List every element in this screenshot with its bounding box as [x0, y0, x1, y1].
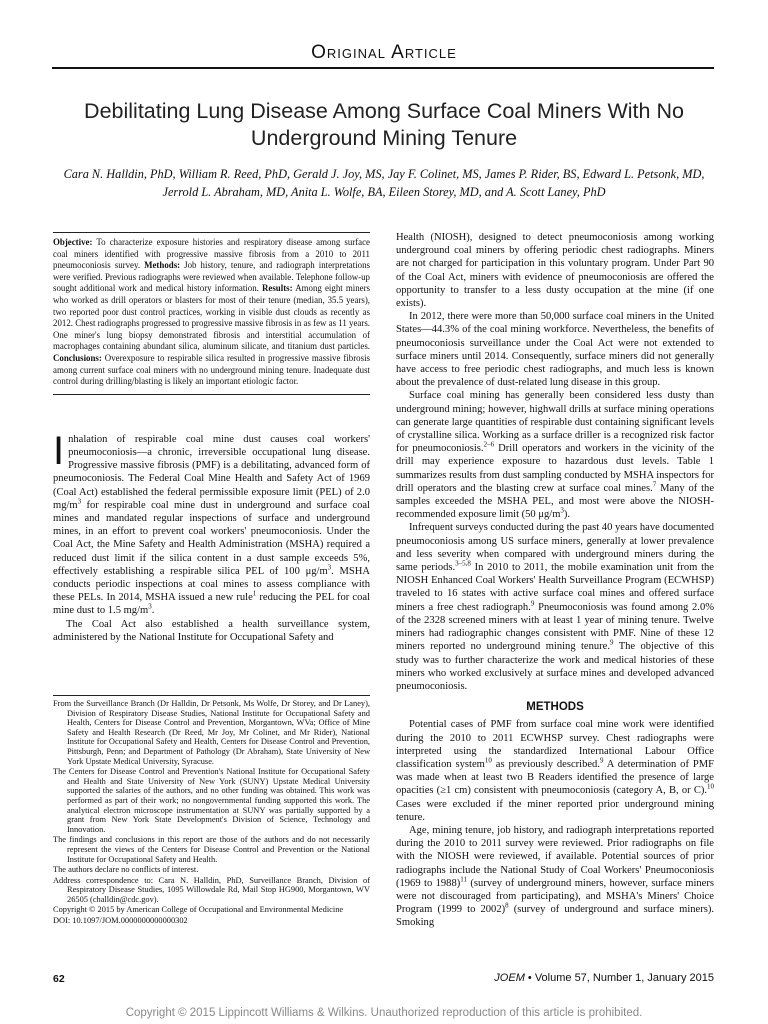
citation: 3–5,8: [455, 559, 471, 568]
text-run: . MSHA conducts periodic inspections at coal mines to assess compliance with these PELs. In 2014, MSHA issued a new rule: [53, 565, 370, 604]
footnote-conflicts: The authors declare no conflicts of interest.: [53, 865, 199, 875]
text-run: The objective of this study was to further characterize the work and medical histories of these miners who worked exclusively at surface mines and developed advanced pneumoconiosis.: [396, 641, 715, 692]
header-rule: [52, 67, 714, 69]
left-column: [53, 232, 370, 644]
abstract-conclusions-label: Conclusions:: [53, 352, 102, 363]
text-run: Surface coal mining has generally been considered less dusty than underground mining; however, highwall drills at surface mining operations can generate large quantities of respirable dust containing significant levels of crystalline silica. Working as a surface driller is a recognized risk factor for pneumoconiosis.: [396, 390, 714, 455]
text-run: Infrequent surveys conducted during the past 40 years have documented pneumoconiosis among US surface miners, generally at lower prevalence and less severity when compared with underground miners during the same periods.: [396, 522, 714, 574]
section-header: Original Article: [311, 42, 457, 63]
text-run: (survey of underground miners, however, surface miners were not discouraged from participating), and MSHA's Miners' Choice Program (1999 to 2002): [396, 877, 714, 916]
footnote-doi: DOI: 10.1097/JOM.0000000000000302: [53, 916, 188, 926]
citation: 7: [652, 480, 657, 489]
text-run: Age, mining tenure, job history, and radiograph interpretations reported during the 2010 to 2011 survey were reviewed. Prior radiographs on file with the NIOSH were reviewed, if available. Potential sources of prior radiographs include the National Study of Coal Workers' Pneumoconiosis (1969 to 1988): [396, 824, 714, 889]
footnote-correspondence: Address correspondence to: Cara N. Halldin, PhD, Surveillance Branch, Division of Respiratory Disease Studies, 1095 Willowdale Rd, Mail Stop HG900, Morgantown, WV 26505 (challdin@cdc.gov).: [53, 875, 370, 904]
citation: 9: [599, 756, 604, 765]
drop-cap: I: [53, 428, 65, 473]
abstract-results: Among eight miners who worked as drill operators or blasters for most of their tenure (median, 35.5 years), two reported poor dust control practices, working in visible dust clouds as recently as 2012. Chest radiographs progressed to progressive massive fibrosis in as few as 11 years. One miner's lung biopsy demonstrated fibrosis and interstitial accumulation of macrophages containing abundant silica, aluminum silicate, and titanium dust particles.: [53, 283, 371, 352]
text-run: Drill operators and workers in the vicinity of the drill may experience exposure to hazardous dust levels. Table 1 summarizes results from dust sampling conducted by MSHA inspectors for drill operators and the blasting crew at surface coal mines.: [396, 443, 715, 494]
superscript: 3: [148, 602, 152, 611]
paragraph: [396, 718, 714, 824]
superscript: 3: [327, 563, 332, 572]
intro-paragraph-1: [53, 428, 370, 618]
abstract-methods-label: Methods:: [144, 260, 181, 271]
author-list: Cara N. Halldin, PhD, William R. Reed, PhD, Gerald J. Joy, MS, Jay F. Colinet, MS, James P. Rider, BS, Edward L. Petsonk, MD, Jerrold L. Abraham, MD, Anita L. Wolfe, BA, Eileen Storey, MD, and A. Scott Laney, PhD: [63, 167, 705, 199]
citation: 1: [252, 589, 257, 598]
text-run: reducing the PEL for coal mine dust to 1.5 mg/m: [53, 592, 370, 617]
abstract: [53, 232, 370, 395]
paragraph: [396, 389, 714, 521]
citation: 2–6: [483, 440, 495, 449]
text-run: as previously described.: [491, 758, 600, 770]
paragraph: [396, 824, 714, 930]
text-run: Potential cases of PMF from surface coal mine work were identified during the 2010 to 2011 ECWHSP survey. Chest radiographs were interpreted using the standardized International Labour Office classification system: [396, 719, 714, 770]
abstract-objective-label: Objective:: [53, 237, 93, 247]
right-column: [396, 231, 714, 930]
text-run: .: [151, 605, 155, 617]
citation: 10: [484, 756, 492, 765]
footnote-copyright: Copyright © 2015 by American College of Occupational and Environmental Medicine: [53, 905, 344, 915]
journal-issue: • Volume 57, Number 1, January 2015: [524, 972, 714, 984]
superscript: 3: [77, 497, 82, 506]
journal-citation: [494, 972, 714, 984]
intro-text: [53, 428, 370, 644]
paragraph: [396, 521, 714, 693]
footnote-funding: The Centers for Disease Control and Prevention's National Institute for Occupational Safety and Health and State University of New York (SUNY) Upstate Medical University supported the salaries of the authors, and no other funding was obtained. This work was performed as part of their work; no nongovernmental funding supported this work. The analytical electron microscope instrumentation at SUNY was partially supported by a grant from New York State Development's Division of Science, Technology and Innovation.: [53, 767, 370, 834]
text-run: Cases were excluded if the miner reported prior underground mining tenure.: [396, 798, 714, 823]
abstract-objective: To characterize exposure histories and respiratory disease among surface coal miners identified with progressive massive fibrosis from a 2010 to 2011 pneumoconiosis survey.: [53, 237, 370, 271]
citation: 10: [707, 782, 714, 791]
article-title: Debilitating Lung Disease Among Surface Coal Miners With No Underground Mining Tenure: [84, 99, 684, 150]
abstract-results-label: Results:: [262, 283, 293, 294]
citation: 11: [460, 875, 467, 884]
superscript: 3: [560, 506, 564, 515]
text-run: Many of the samples exceeded the MSHA PEL, and most were above the NIOSH-recommended exposure limit (50 μg/m: [396, 482, 714, 521]
citation: 8: [505, 901, 509, 910]
methods-heading: METHODS: [526, 701, 584, 714]
text-run: ).: [563, 509, 571, 521]
paragraph: Health (NIOSH), designed to detect pneumoconiosis among working underground coal miners by offering periodic chest radiographs. Miners are not charged for participation in this voluntary program. Under Part 90 of the Coal Act, miners with evidence of pneumoconiosis are offered the opportunity to transfer to a less dusty occupation at the mine (if one exists).: [396, 232, 714, 310]
abstract-conclusions: Overexposure to respirable silica resulted in progressive massive fibrosis among current surface coal miners with no underground mining tenure. Inadequate dust control during drilling/blasting is likely an important etiologic factor.: [53, 352, 370, 387]
text-run: for respirable coal mine dust in underground and surface coal mines and mandated regular inspections of surface and underground mines, in an effort to prevent coal workers' pneumoconiosis. Under the Coal Act, the Mine Safety and Health Administration (MSHA) required a reduced dust limit if the silica content in a dust sample exceeds 5%, effectively establishing a respirable silica PEL of 100 μg/m: [53, 499, 370, 577]
abstract-methods: Job history, tenure, and radiograph interpretations were verified. Previous radiographs were reviewed when available. Telephone follow-up sought additional work and medical history information.: [53, 260, 370, 294]
citation: 9: [530, 599, 535, 608]
copyright-notice: Copyright © 2015 Lippincott Williams & Wilkins. Unauthorized reproduction of this article is prohibited.: [125, 1007, 643, 1019]
text-run: (survey of underground and surface miners). Smoking: [396, 904, 714, 929]
text-run: A determination of PMF was made when at least two B Readers identified the presence of large opacities (≥1 cm) consistent with pneumoconiosis (category A, B, or C).: [396, 758, 714, 797]
text-run: Pneumoconiosis was found among 2.0% of the 2328 screened miners with at least 1 year of mining tenure. Twelve miners had radiographic changes consistent with PMF. Nine of these 12 miners reported no underground mining tenure.: [396, 601, 715, 653]
footnote-affiliations: From the Surveillance Branch (Dr Halldin, Dr Petsonk, Ms Wolfe, Dr Storey, and Dr Laney), Division of Respiratory Disease Studies, National Institute for Occupational Safety and Health, Centers for Disease Control and Prevention, Morgantown, WVa; Office of Mine Safety and Health Research (Dr Reed, Mr Joy, Mr Colinet, and Mr Rider), National Institute for Occupational Safety and Health, Centers for Disease Control and Prevention, Pittsburgh, Penn; and Department of Pathology (Dr Abraham), State University of New York Upstate Medical University, Syracuse.: [53, 699, 370, 766]
paragraph: In 2012, there were more than 50,000 surface coal miners in the United States—44.3% of the coal mining workforce. Nevertheless, the benefits of pneumoconiosis surveillance under the Coal Act were not extended to surface miners until 2014. Consequently, surface miners did not generally have access to free periodic chest radiographs, and much less is known about the prevalence of dust-related lung disease in this group.: [396, 311, 714, 389]
text-run: nhalation of respirable coal mine dust causes coal workers' pneumoconiosis—a chronic, irreversible occupational lung disease. Progressive massive fibrosis (PMF) is a debilitating, advanced form of pneumoconiosis. The Federal Coal Mine Health and Safety Act of 1969 (Coal Act) established the federal permissible exposure limit (PEL) of 2.0 mg/m: [53, 433, 370, 511]
footnote-disclaimer: The findings and conclusions in this report are those of the authors and do not necessarily represent the views of the Centers for Disease Control and Prevention or the National Institute for Occupational Safety and Health.: [53, 835, 370, 864]
page-number: 62: [53, 973, 65, 985]
text-run: In 2010 to 2011, the mobile examination unit from the NIOSH Enhanced Coal Workers' Health Surveillance Program (ECWHSP) traveled to 16 states with active surface coal mines and offered surface miners a free chest radiograph.: [396, 562, 714, 613]
footnotes: [53, 695, 370, 927]
intro-paragraph-2: The Coal Act also established a health surveillance system, administered by the National Institute for Occupational Safety and: [53, 618, 370, 643]
journal-name: JOEM: [494, 972, 525, 984]
citation: 9: [610, 638, 614, 647]
